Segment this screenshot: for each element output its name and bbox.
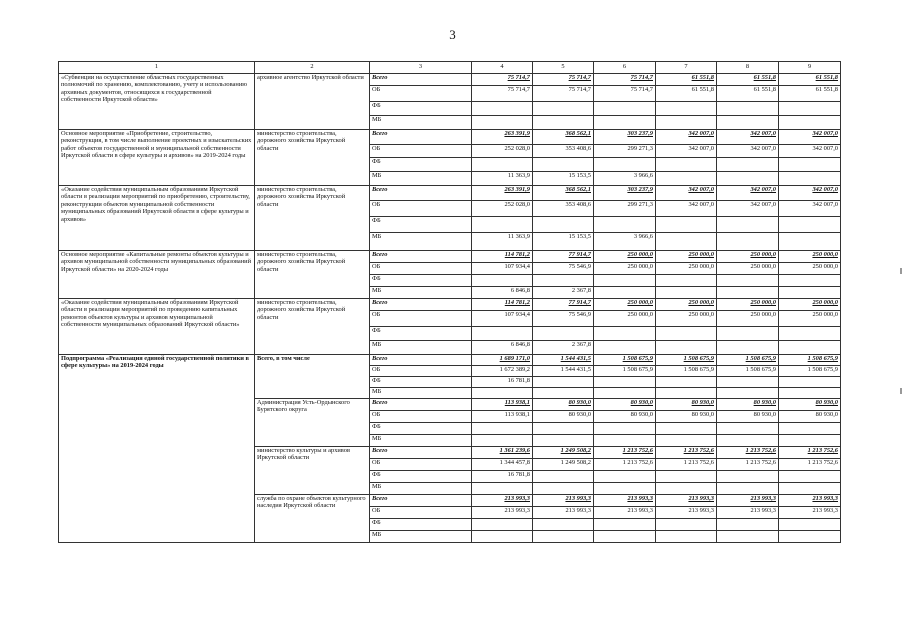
amount-cell: 61 551,8 [656, 74, 717, 86]
amount-cell [594, 287, 656, 299]
amount-cell: 1 508 675,9 [656, 366, 717, 377]
funding-source-cell: Всего [370, 299, 472, 311]
amount-cell: 213 993,3 [472, 495, 533, 507]
column-header: 9 [779, 62, 841, 74]
amount-cell: 80 930,0 [717, 399, 779, 411]
amount-cell: 250 000,0 [656, 299, 717, 311]
amount-cell: 213 993,3 [717, 507, 779, 519]
funding-source-cell: МБ [370, 388, 472, 399]
responsible-executor-cell: министерство строительства, дорожного хозяйства Иркутской области [255, 299, 370, 355]
amount-cell [717, 471, 779, 483]
amount-cell [779, 519, 841, 531]
amount-cell [594, 471, 656, 483]
amount-cell [779, 377, 841, 388]
funding-source-cell: Всего [370, 251, 472, 263]
amount-cell [779, 275, 841, 287]
amount-cell: 15 153,5 [533, 172, 594, 186]
amount-cell: 1 544 431,5 [533, 355, 594, 366]
amount-cell: 250 000,0 [779, 311, 841, 327]
amount-cell [533, 102, 594, 116]
amount-cell: 75 546,9 [533, 311, 594, 327]
amount-cell: 342 007,0 [779, 130, 841, 145]
table-row [59, 74, 841, 86]
amount-cell [533, 327, 594, 341]
amount-cell: 213 993,3 [472, 507, 533, 519]
amount-cell [472, 217, 533, 233]
funding-source-cell: Всего [370, 74, 472, 86]
amount-cell [533, 423, 594, 435]
amount-cell [472, 275, 533, 287]
amount-cell: 6 846,8 [472, 287, 533, 299]
table-row [59, 251, 841, 263]
amount-cell [717, 275, 779, 287]
funding-source-cell: ОБ [370, 459, 472, 471]
amount-cell [656, 377, 717, 388]
amount-cell [594, 423, 656, 435]
amount-cell [717, 172, 779, 186]
scan-edge-mark [900, 268, 902, 274]
amount-cell: 213 993,3 [779, 495, 841, 507]
amount-cell: 342 007,0 [656, 201, 717, 217]
amount-cell: 213 993,3 [717, 495, 779, 507]
column-header: 8 [717, 62, 779, 74]
amount-cell: 213 993,3 [594, 507, 656, 519]
amount-cell: 213 993,3 [656, 495, 717, 507]
amount-cell: 75 714,7 [472, 86, 533, 102]
responsible-executor-cell: министерство строительства, дорожного хозяйства Иркутской области [255, 251, 370, 299]
amount-cell [717, 102, 779, 116]
amount-cell: 11 363,9 [472, 172, 533, 186]
amount-cell: 250 000,0 [717, 299, 779, 311]
amount-cell [472, 102, 533, 116]
amount-cell [594, 275, 656, 287]
amount-cell: 80 930,0 [533, 411, 594, 423]
amount-cell [779, 287, 841, 299]
amount-cell: 1 213 752,6 [656, 447, 717, 459]
scan-edge-mark [900, 388, 902, 394]
amount-cell [717, 531, 779, 543]
amount-cell: 250 000,0 [594, 311, 656, 327]
amount-cell: 252 028,0 [472, 201, 533, 217]
amount-cell: 263 391,9 [472, 130, 533, 145]
amount-cell: 353 408,6 [533, 145, 594, 158]
amount-cell: 250 000,0 [717, 311, 779, 327]
funding-source-cell: ОБ [370, 86, 472, 102]
amount-cell: 80 930,0 [656, 399, 717, 411]
amount-cell: 75 714,7 [594, 74, 656, 86]
amount-cell [656, 172, 717, 186]
amount-cell [472, 158, 533, 172]
amount-cell [779, 471, 841, 483]
amount-cell [533, 388, 594, 399]
amount-cell [472, 423, 533, 435]
amount-cell: 1 213 752,6 [717, 459, 779, 471]
amount-cell: 250 000,0 [656, 263, 717, 275]
amount-cell: 353 408,6 [533, 201, 594, 217]
column-header-row [59, 62, 841, 74]
amount-cell: 213 993,3 [656, 507, 717, 519]
amount-cell: 1 213 752,6 [656, 459, 717, 471]
amount-cell: 1 361 239,6 [472, 447, 533, 459]
column-header: 1 [59, 62, 255, 74]
amount-cell: 1 508 675,9 [779, 355, 841, 366]
amount-cell: 80 930,0 [656, 411, 717, 423]
amount-cell [594, 341, 656, 355]
funding-source-cell: ФБ [370, 327, 472, 341]
amount-cell [779, 388, 841, 399]
amount-cell: 113 938,1 [472, 411, 533, 423]
amount-cell [594, 388, 656, 399]
amount-cell: 303 237,9 [594, 130, 656, 145]
amount-cell: 213 993,3 [533, 495, 594, 507]
amount-cell: 250 000,0 [594, 263, 656, 275]
amount-cell [779, 423, 841, 435]
amount-cell [656, 217, 717, 233]
responsible-executor-cell: Администрация Усть-Ордынского Бурятского округа [255, 399, 370, 447]
funding-source-cell: Всего [370, 186, 472, 201]
amount-cell: 75 714,7 [594, 86, 656, 102]
amount-cell: 1 508 675,9 [594, 355, 656, 366]
amount-cell [779, 531, 841, 543]
funding-source-cell: МБ [370, 116, 472, 130]
amount-cell [656, 233, 717, 251]
funding-source-cell: МБ [370, 483, 472, 495]
budget-table-body [59, 74, 841, 543]
amount-cell [594, 435, 656, 447]
amount-cell: 342 007,0 [717, 201, 779, 217]
amount-cell: 250 000,0 [779, 299, 841, 311]
funding-source-cell: ОБ [370, 366, 472, 377]
amount-cell [533, 377, 594, 388]
amount-cell [472, 483, 533, 495]
amount-cell [533, 435, 594, 447]
amount-cell [656, 471, 717, 483]
funding-source-cell: ОБ [370, 201, 472, 217]
amount-cell: 3 966,6 [594, 172, 656, 186]
amount-cell [779, 172, 841, 186]
amount-cell [779, 341, 841, 355]
amount-cell [533, 519, 594, 531]
funding-source-cell: ФБ [370, 217, 472, 233]
amount-cell [472, 519, 533, 531]
table-row [59, 130, 841, 145]
amount-cell [717, 233, 779, 251]
program-name-cell: «Оказание содействия муниципальным образованиям Иркутской области в реализации мероприятий по приобретению, строительству, реконструкции объектов муниципальной собственности муниципальных образований Иркутской области в сфере культуры и архивов» [59, 186, 255, 251]
amount-cell [717, 341, 779, 355]
amount-cell [717, 519, 779, 531]
amount-cell: 250 000,0 [717, 263, 779, 275]
amount-cell [779, 158, 841, 172]
amount-cell [533, 116, 594, 130]
amount-cell [779, 102, 841, 116]
funding-source-cell: ФБ [370, 158, 472, 172]
amount-cell [717, 388, 779, 399]
amount-cell: 16 781,8 [472, 377, 533, 388]
amount-cell: 77 914,7 [533, 299, 594, 311]
amount-cell [779, 435, 841, 447]
funding-source-cell: Всего [370, 130, 472, 145]
amount-cell [472, 116, 533, 130]
amount-cell [472, 531, 533, 543]
budget-table [58, 61, 841, 543]
amount-cell [717, 377, 779, 388]
amount-cell [533, 471, 594, 483]
amount-cell: 342 007,0 [717, 145, 779, 158]
amount-cell: 342 007,0 [656, 130, 717, 145]
amount-cell [717, 217, 779, 233]
responsible-executor-cell: служба по охране объектов культурного наследия Иркутской области [255, 495, 370, 543]
table-row [59, 355, 841, 366]
amount-cell: 1 508 675,9 [656, 355, 717, 366]
amount-cell: 1 544 431,5 [533, 366, 594, 377]
table-row [59, 299, 841, 311]
responsible-executor-cell: архивное агентство Иркутской области [255, 74, 370, 130]
amount-cell [717, 483, 779, 495]
amount-cell: 3 966,6 [594, 233, 656, 251]
amount-cell [717, 116, 779, 130]
column-header: 6 [594, 62, 656, 74]
funding-source-cell: МБ [370, 172, 472, 186]
amount-cell: 299 271,3 [594, 201, 656, 217]
amount-cell: 107 934,4 [472, 263, 533, 275]
funding-source-cell: Всего [370, 399, 472, 411]
amount-cell: 75 714,7 [533, 86, 594, 102]
column-header: 4 [472, 62, 533, 74]
amount-cell [656, 275, 717, 287]
amount-cell: 342 007,0 [779, 201, 841, 217]
amount-cell [656, 102, 717, 116]
funding-source-cell: ФБ [370, 471, 472, 483]
amount-cell: 213 993,3 [533, 507, 594, 519]
amount-cell [472, 327, 533, 341]
funding-source-cell: Всего [370, 447, 472, 459]
amount-cell: 77 914,7 [533, 251, 594, 263]
responsible-executor-cell: министерство строительства, дорожного хозяйства Иркутской области [255, 130, 370, 186]
amount-cell [656, 158, 717, 172]
amount-cell: 80 930,0 [594, 411, 656, 423]
amount-cell [779, 233, 841, 251]
program-name-cell: «Субвенции на осуществление областных государственных полномочий по хранению, комплектованию, учету и использованию архивных документов, относящихся к государственной собственности Иркутской области» [59, 74, 255, 130]
amount-cell: 11 363,9 [472, 233, 533, 251]
responsible-executor-cell: министерство строительства, дорожного хозяйства Иркутской области [255, 186, 370, 251]
amount-cell [656, 327, 717, 341]
column-header: 7 [656, 62, 717, 74]
amount-cell: 113 938,1 [472, 399, 533, 411]
amount-cell: 1 213 752,6 [779, 447, 841, 459]
amount-cell: 342 007,0 [717, 130, 779, 145]
amount-cell [656, 423, 717, 435]
amount-cell [533, 483, 594, 495]
funding-source-cell: ОБ [370, 507, 472, 519]
amount-cell [533, 217, 594, 233]
amount-cell [594, 483, 656, 495]
funding-source-cell: Всего [370, 355, 472, 366]
funding-source-cell: Всего [370, 495, 472, 507]
amount-cell: 342 007,0 [656, 145, 717, 158]
amount-cell: 1 213 752,6 [594, 459, 656, 471]
amount-cell: 1 249 508,2 [533, 459, 594, 471]
amount-cell [779, 116, 841, 130]
amount-cell: 15 153,5 [533, 233, 594, 251]
amount-cell [717, 158, 779, 172]
column-header: 5 [533, 62, 594, 74]
program-name-cell: Подпрограмма «Реализация единой государственной политики в сфере культуры» на 2019-2024 годы [59, 355, 255, 543]
column-header: 2 [255, 62, 370, 74]
amount-cell: 1 672 389,2 [472, 366, 533, 377]
amount-cell [779, 483, 841, 495]
funding-source-cell: ОБ [370, 145, 472, 158]
amount-cell: 1 689 171,0 [472, 355, 533, 366]
funding-source-cell: МБ [370, 531, 472, 543]
amount-cell [594, 531, 656, 543]
amount-cell: 107 934,4 [472, 311, 533, 327]
amount-cell: 61 551,8 [779, 86, 841, 102]
program-name-cell: Основное мероприятие «Капитальные ремонты объектов культуры и архивов муниципальной собственности муниципальных образований Иркутской области» на 2020-2024 годы [59, 251, 255, 299]
responsible-executor-cell: Всего, в том числе [255, 355, 370, 399]
program-name-cell: Основное мероприятие «Приобретение, строительство, реконструкция, в том числе выполнение проектных и изыскательских работ объектов государственной и муниципальной собственности Иркутской области в сфере культуры и архивов» на 2019-2024 годы [59, 130, 255, 186]
funding-source-cell: ФБ [370, 519, 472, 531]
funding-source-cell: МБ [370, 287, 472, 299]
responsible-executor-cell: министерство культуры и архивов Иркутской области [255, 447, 370, 495]
amount-cell: 1 344 457,8 [472, 459, 533, 471]
amount-cell: 250 000,0 [779, 263, 841, 275]
amount-cell: 1 508 675,9 [717, 355, 779, 366]
funding-source-cell: МБ [370, 435, 472, 447]
amount-cell [594, 217, 656, 233]
amount-cell: 1 213 752,6 [594, 447, 656, 459]
funding-source-cell: ОБ [370, 311, 472, 327]
amount-cell: 61 551,8 [717, 74, 779, 86]
amount-cell: 342 007,0 [717, 186, 779, 201]
funding-source-cell: ФБ [370, 377, 472, 388]
amount-cell: 342 007,0 [779, 145, 841, 158]
amount-cell: 6 846,8 [472, 341, 533, 355]
amount-cell: 61 551,8 [717, 86, 779, 102]
funding-source-cell: ФБ [370, 102, 472, 116]
amount-cell: 250 000,0 [594, 299, 656, 311]
amount-cell: 250 000,0 [594, 251, 656, 263]
funding-source-cell: ФБ [370, 275, 472, 287]
amount-cell [656, 341, 717, 355]
amount-cell: 2 367,8 [533, 341, 594, 355]
amount-cell [656, 388, 717, 399]
amount-cell: 1 213 752,6 [779, 459, 841, 471]
amount-cell: 80 930,0 [779, 399, 841, 411]
amount-cell: 114 781,2 [472, 251, 533, 263]
amount-cell: 1 508 675,9 [779, 366, 841, 377]
amount-cell: 250 000,0 [779, 251, 841, 263]
amount-cell [594, 519, 656, 531]
funding-source-cell: МБ [370, 341, 472, 355]
amount-cell [656, 531, 717, 543]
amount-cell: 1 508 675,9 [717, 366, 779, 377]
amount-cell [779, 327, 841, 341]
funding-source-cell: МБ [370, 233, 472, 251]
amount-cell [656, 519, 717, 531]
amount-cell: 368 562,1 [533, 130, 594, 145]
amount-cell [594, 158, 656, 172]
amount-cell: 299 271,3 [594, 145, 656, 158]
amount-cell [533, 275, 594, 287]
amount-cell: 80 930,0 [717, 411, 779, 423]
amount-cell: 342 007,0 [656, 186, 717, 201]
amount-cell [656, 287, 717, 299]
amount-cell: 1 213 752,6 [717, 447, 779, 459]
amount-cell [656, 435, 717, 447]
amount-cell: 213 993,3 [779, 507, 841, 519]
amount-cell [717, 423, 779, 435]
amount-cell: 303 237,9 [594, 186, 656, 201]
amount-cell: 250 000,0 [656, 311, 717, 327]
amount-cell [656, 483, 717, 495]
amount-cell [533, 531, 594, 543]
page-number: 3 [449, 27, 456, 42]
amount-cell: 80 930,0 [533, 399, 594, 411]
table-row [59, 186, 841, 201]
amount-cell [594, 377, 656, 388]
amount-cell: 80 930,0 [594, 399, 656, 411]
amount-cell: 342 007,0 [779, 186, 841, 201]
program-name-cell: «Оказание содействия муниципальным образованиям Иркутской области в реализации мероприятий по проведению капитальных ремонтов объектов культуры и архивов муниципальной собственности муниципальных образований Иркутской области» [59, 299, 255, 355]
amount-cell: 213 993,3 [594, 495, 656, 507]
amount-cell: 250 000,0 [717, 251, 779, 263]
amount-cell [717, 435, 779, 447]
amount-cell: 263 391,9 [472, 186, 533, 201]
amount-cell [533, 158, 594, 172]
amount-cell: 75 546,9 [533, 263, 594, 275]
amount-cell: 252 028,0 [472, 145, 533, 158]
amount-cell [656, 116, 717, 130]
amount-cell [472, 388, 533, 399]
amount-cell [594, 327, 656, 341]
amount-cell: 368 562,1 [533, 186, 594, 201]
amount-cell: 2 367,8 [533, 287, 594, 299]
amount-cell: 61 551,8 [779, 74, 841, 86]
amount-cell: 61 551,8 [656, 86, 717, 102]
amount-cell: 114 781,2 [472, 299, 533, 311]
amount-cell [594, 116, 656, 130]
amount-cell [717, 287, 779, 299]
amount-cell: 75 714,7 [533, 74, 594, 86]
amount-cell: 250 000,0 [656, 251, 717, 263]
amount-cell: 75 714,7 [472, 74, 533, 86]
column-header: 3 [370, 62, 472, 74]
amount-cell: 16 781,8 [472, 471, 533, 483]
amount-cell: 80 930,0 [779, 411, 841, 423]
amount-cell [472, 435, 533, 447]
amount-cell [717, 327, 779, 341]
amount-cell: 1 249 508,2 [533, 447, 594, 459]
amount-cell [594, 102, 656, 116]
amount-cell: 1 508 675,9 [594, 366, 656, 377]
funding-source-cell: ФБ [370, 423, 472, 435]
amount-cell [779, 217, 841, 233]
funding-source-cell: ОБ [370, 263, 472, 275]
funding-source-cell: ОБ [370, 411, 472, 423]
